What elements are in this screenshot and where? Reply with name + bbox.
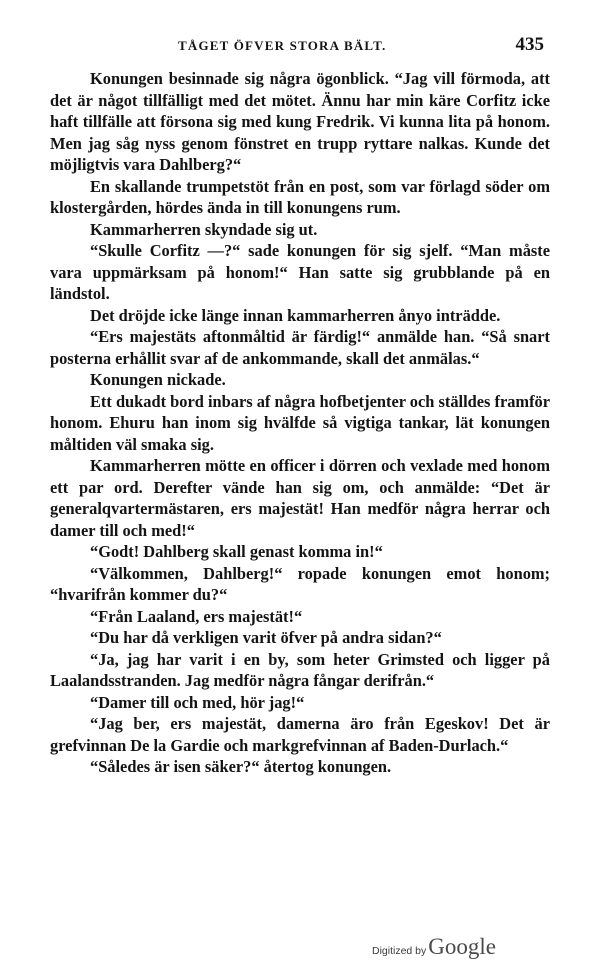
paragraph: “Ers majestäts aftonmåltid är färdig!“ anmälde han. “Så snart posterna erhållit svar af de ankommande, skall det anmälas.“	[50, 327, 550, 368]
paragraph: Konungen nickade.	[90, 370, 226, 389]
google-logo: Google	[428, 934, 496, 959]
paragraph: “Godt! Dahlberg skall genast komma in!“	[90, 542, 383, 561]
paragraph: “Jag ber, ers majestät, damerna äro från Egeskov! Det är grefvinnan De la Gardie och markgrefvinnan af Baden-Durlach.“	[50, 714, 550, 755]
body-text	[50, 68, 550, 778]
paragraph: Kammarherren mötte en officer i dörren och vexlade med honom ett par ord. Derefter vände han sig om, och anmälde: “Det är generalqvartermästaren, ers majestät! Han medför några herrar och damer till och med!“	[50, 456, 550, 540]
paragraph: Kammarherren skyndade sig ut.	[90, 219, 318, 239]
paragraph: “Välkommen, Dahlberg!“ ropade konungen emot honom; “hvarifrån kommer du?“	[50, 563, 550, 604]
paragraph: Det dröjde icke länge innan kammarherren ånyo inträdde.	[90, 305, 501, 325]
paragraph: “Således är isen säker?“ återtog konungen.	[90, 757, 392, 776]
paragraph: “Ja, jag har varit i en by, som heter Grimsted och ligger på Laalandsstranden. Jag medför några fångar derifrån.“	[50, 649, 550, 690]
digitized-by-label: Digitized by	[372, 945, 427, 957]
paragraph: “Du har då verkligen varit öfver på andra sidan?“	[90, 628, 442, 647]
running-head: TÅGET ÖFVER STORA BÄLT.	[178, 38, 387, 53]
digitized-by-watermark	[372, 934, 496, 958]
page-number: 435	[515, 34, 544, 55]
paragraph: Konungen besinnade sig några ögonblick. “Jag vill förmoda, att det är något tillfälligt med det mötet. Ännu har min käre Corfitz icke haft tillfälle att försona sig med kung Fredrik. Vi kunna lita på honom. Men jag såg nyss genom fönstret en trupp ryttare nalkas. Kunde det möjligtvis vara Dahlberg?“	[50, 69, 550, 174]
paragraph: “Skulle Corfitz —?“ sade konungen för sig sjelf. “Man måste vara uppmärksam på honom!“ Han satte sig grubblande på en ländstol.	[50, 241, 550, 303]
page-header	[50, 34, 550, 64]
paragraph: En skallande trumpetstöt från en post, som var förlagd söder om klostergården, hördes ända in till konungens rum.	[50, 176, 550, 217]
paragraph: “Från Laaland, ers majestät!“	[90, 606, 303, 626]
paragraph: “Damer till och med, hör jag!“	[90, 692, 305, 712]
paragraph: Ett dukadt bord inbars af några hofbetjenter och ställdes framför honom. Ehuru han inom sig hvälfde så vigtiga tankar, lät konungen måltiden väl smaka sig.	[50, 391, 550, 454]
